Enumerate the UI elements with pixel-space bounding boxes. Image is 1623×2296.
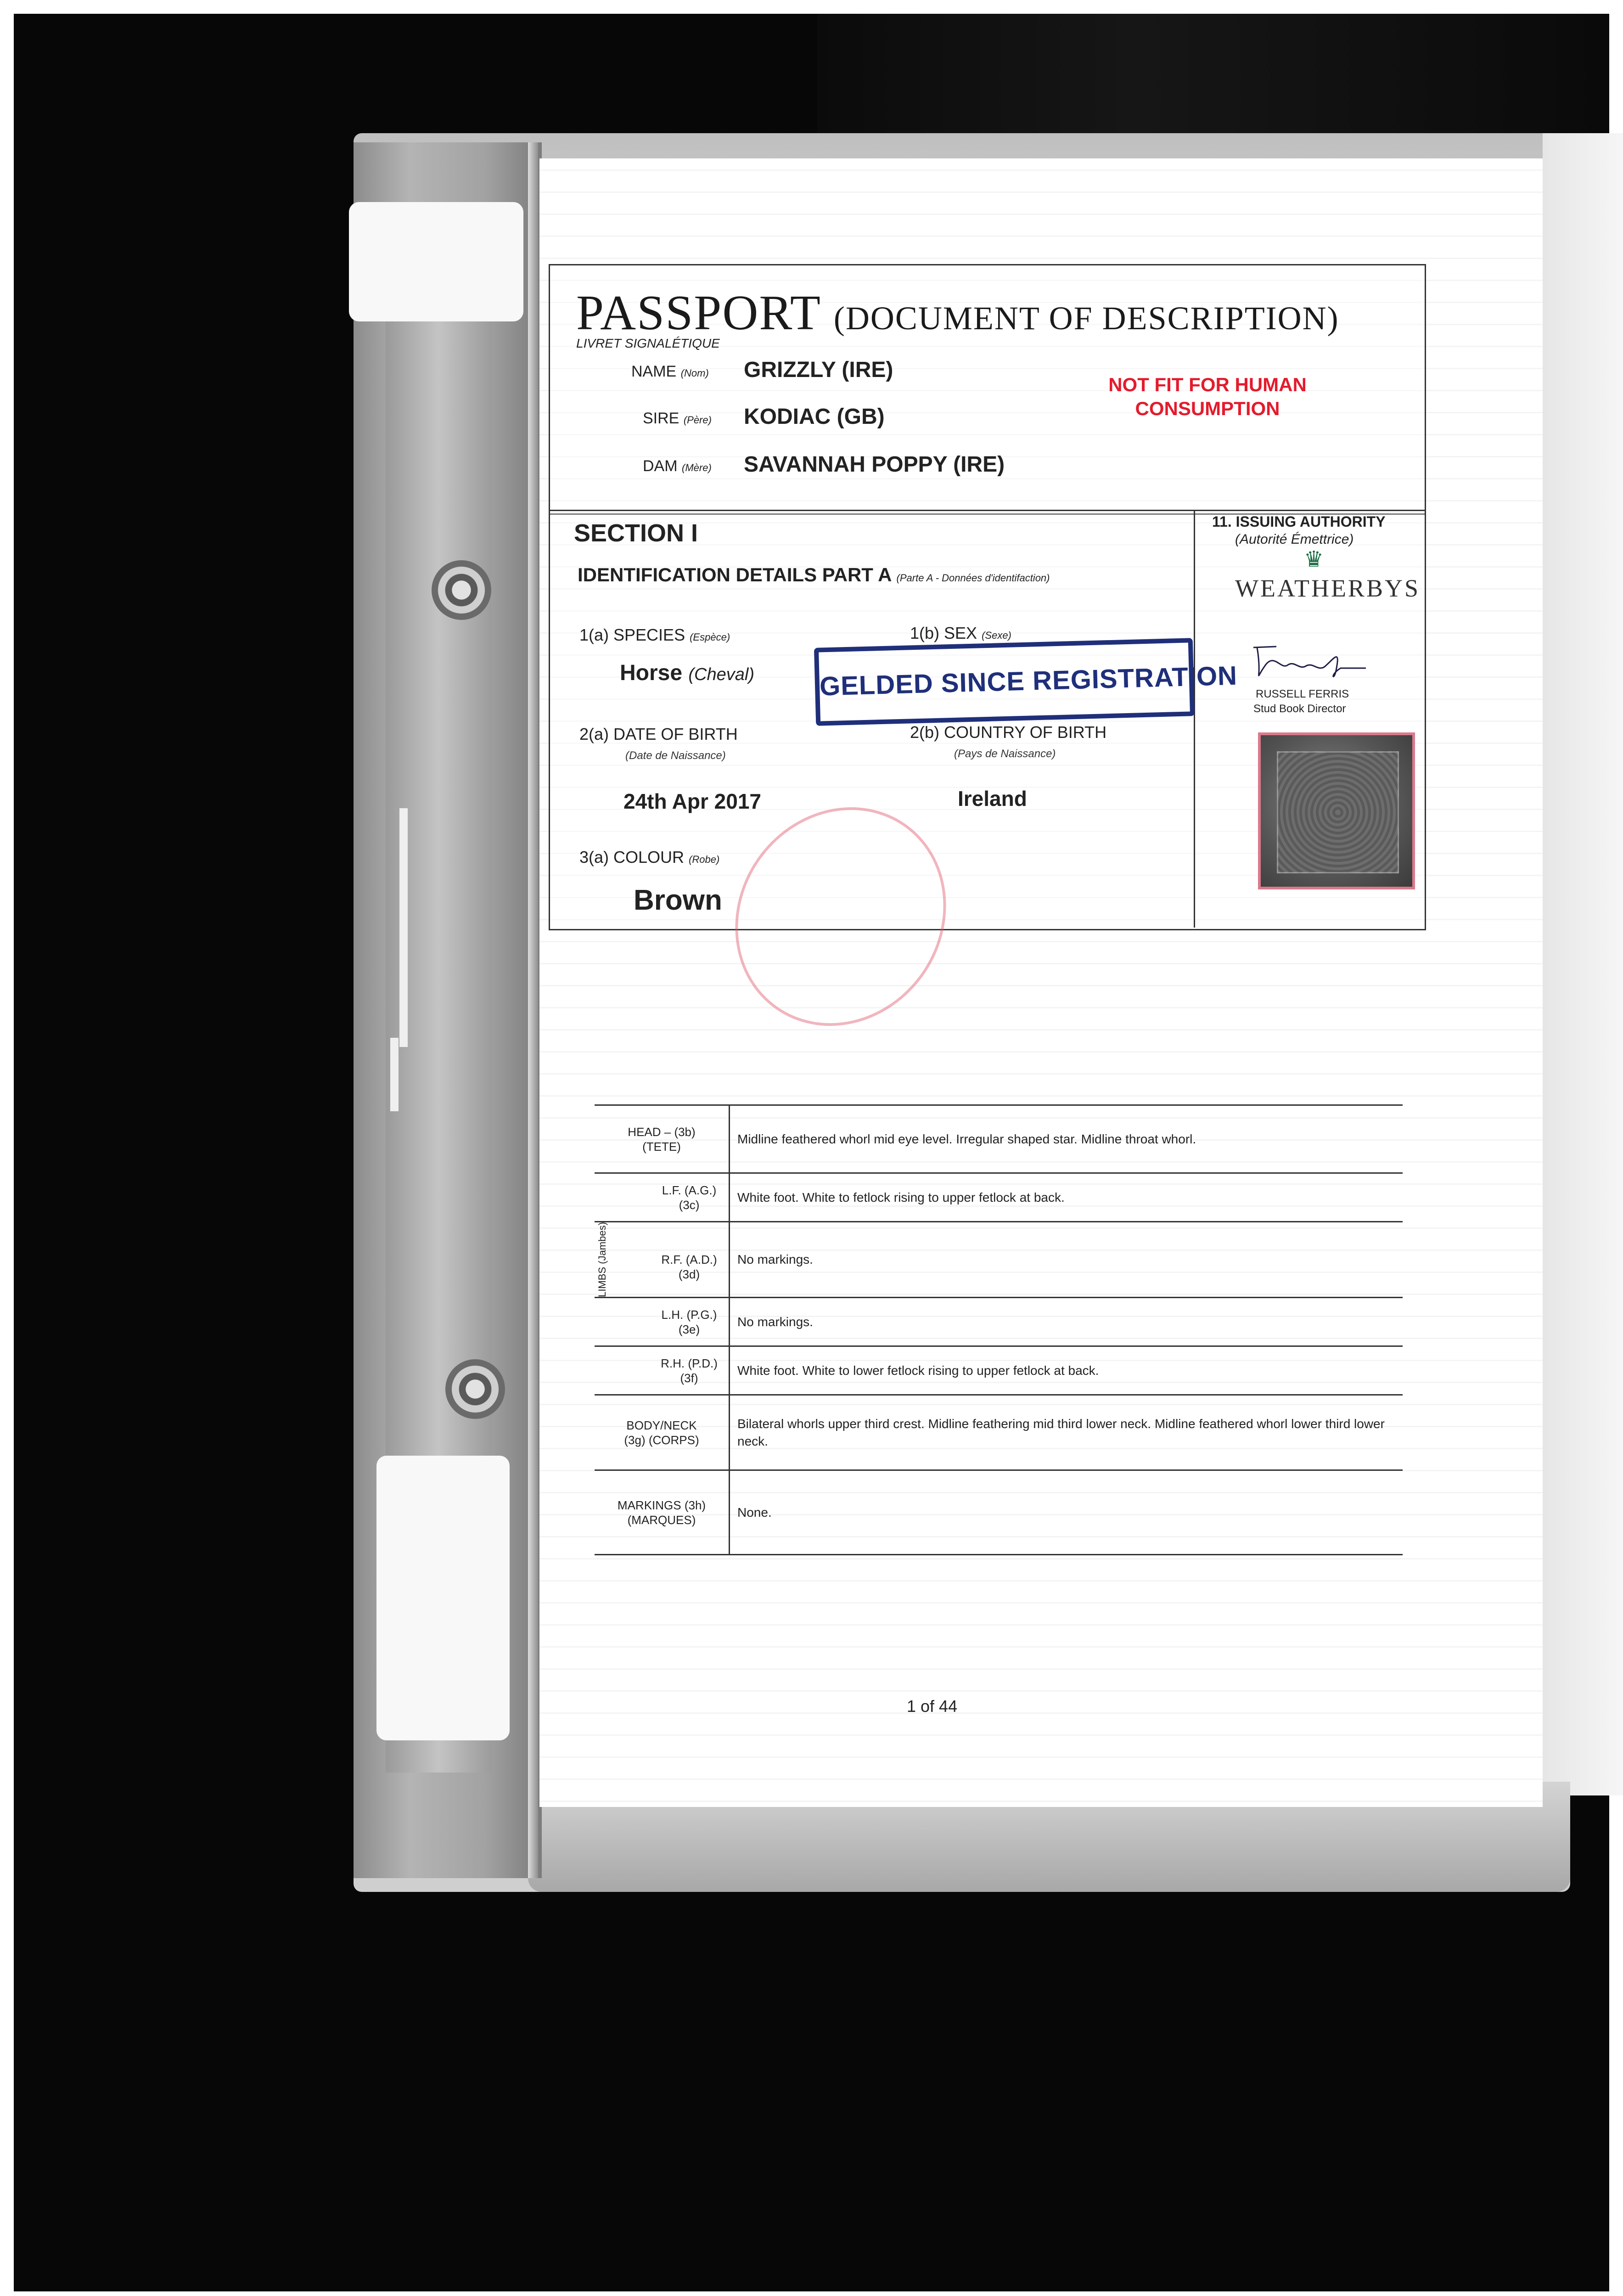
sleeve-right-edge bbox=[1543, 133, 1623, 1795]
crown-icon: ♛ bbox=[1304, 547, 1324, 572]
weatherbys-logo: WEATHERBYS bbox=[1235, 574, 1420, 602]
name-label-fr: (Nom) bbox=[680, 367, 709, 379]
table-row bbox=[595, 1470, 1403, 1555]
section-subtitle-fr: (Parte A - Données d'identifaction) bbox=[896, 572, 1050, 584]
dam-label-text: DAM bbox=[643, 457, 678, 475]
colour-label bbox=[579, 848, 719, 867]
marking-label bbox=[595, 1298, 730, 1346]
name-label bbox=[631, 363, 709, 381]
binder-eyelet-bottom bbox=[445, 1359, 505, 1419]
marking-label bbox=[595, 1222, 730, 1298]
marking-text: None. bbox=[730, 1470, 1403, 1555]
country-value: Ireland bbox=[958, 787, 1027, 810]
dam-value: SAVANNAH POPPY (IRE) bbox=[744, 452, 1005, 477]
species-label-fr: (Espèce) bbox=[690, 631, 730, 643]
table-row bbox=[595, 1298, 1403, 1346]
section-title: SECTION I bbox=[574, 519, 698, 547]
country-label-fr: (Pays de Naissance) bbox=[954, 748, 1056, 760]
dob-value: 24th Apr 2017 bbox=[623, 789, 761, 813]
table-row bbox=[595, 1395, 1403, 1470]
dob-label-fr: (Date de Naissance) bbox=[625, 749, 726, 762]
sire-label-text: SIRE bbox=[643, 410, 680, 427]
marking-label bbox=[595, 1346, 730, 1395]
binder-eyelet-top bbox=[432, 560, 491, 620]
name-value: GRIZZLY (IRE) bbox=[744, 358, 893, 382]
spine-scratch bbox=[399, 808, 408, 1047]
section-subtitle bbox=[578, 564, 1050, 586]
sex-label-fr: (Sexe) bbox=[982, 630, 1011, 641]
dob-label: 2(a) DATE OF BIRTH bbox=[579, 725, 738, 743]
spine-scratch-lower bbox=[390, 1038, 399, 1111]
section-subtitle-text: IDENTIFICATION DETAILS PART A bbox=[578, 564, 891, 585]
scan-shadow bbox=[817, 14, 1609, 133]
table-row bbox=[595, 1105, 1403, 1173]
sire-label-fr: (Père) bbox=[683, 414, 712, 426]
table-row bbox=[595, 1346, 1403, 1395]
table-row bbox=[595, 1222, 1403, 1298]
signature-image bbox=[1249, 638, 1368, 689]
title-main: PASSPORT bbox=[576, 286, 820, 340]
sex-label bbox=[910, 624, 1011, 643]
marking-text: Bilateral whorls upper third crest. Midline feathering mid third lower neck. Midline feathered whorl lower third lower neck. bbox=[730, 1395, 1403, 1470]
signatory-role: Stud Book Director bbox=[1253, 703, 1346, 715]
section-divider bbox=[1194, 510, 1195, 928]
limb-code: R.H. (P.D.) (3f) bbox=[661, 1356, 718, 1385]
species-value-text: Horse bbox=[620, 661, 683, 685]
sire-value: KODIAC (GB) bbox=[744, 405, 885, 429]
marking-text: White foot. White to lower fetlock rising to upper fetlock at back. bbox=[730, 1346, 1403, 1395]
livret-label: LIVRET SIGNALÉTIQUE bbox=[576, 336, 720, 350]
page-number: 1 of 44 bbox=[907, 1697, 958, 1716]
species-label-text: 1(a) SPECIES bbox=[579, 625, 685, 644]
binder-spine-edge bbox=[528, 142, 538, 1878]
issuing-authority-subtitle: (Autorité Émettrice) bbox=[1235, 532, 1354, 547]
limb-code: L.F. (A.G.) (3c) bbox=[662, 1183, 717, 1212]
limbs-label: LIMBS (Jambes) bbox=[596, 1222, 608, 1297]
sire-label bbox=[643, 410, 712, 428]
table-row bbox=[595, 1173, 1403, 1222]
signatory-name: RUSSELL FERRIS bbox=[1256, 688, 1349, 700]
colour-label-fr: (Robe) bbox=[689, 854, 720, 865]
gelded-stamp: GELDED SINCE REGISTRATION bbox=[814, 638, 1195, 726]
binder-tab-top bbox=[349, 202, 523, 321]
species-value bbox=[620, 660, 754, 686]
marking-text: White foot. White to fetlock rising to upper fetlock at back. bbox=[730, 1173, 1403, 1222]
passport-title bbox=[576, 285, 1339, 342]
name-label-text: NAME bbox=[631, 363, 677, 380]
marking-label bbox=[595, 1173, 730, 1222]
binder-tab-bottom bbox=[376, 1456, 510, 1740]
markings-table bbox=[595, 1104, 1403, 1555]
colour-value: Brown bbox=[634, 884, 722, 916]
title-subtitle: (DOCUMENT OF DESCRIPTION) bbox=[833, 300, 1339, 337]
limb-code: R.F. (A.D.) (3d) bbox=[661, 1253, 717, 1281]
marking-text: Midline feathered whorl mid eye level. Irregular shaped star. Midline throat whorl. bbox=[730, 1105, 1403, 1173]
not-fit-warning: NOT FIT FOR HUMAN CONSUMPTION bbox=[1108, 374, 1307, 419]
colour-label-text: 3(a) COLOUR bbox=[579, 848, 685, 867]
limb-code: L.H. (P.G.) (3e) bbox=[661, 1307, 717, 1336]
marking-text: No markings. bbox=[730, 1298, 1403, 1346]
marking-text: No markings. bbox=[730, 1222, 1403, 1298]
species-label bbox=[579, 625, 730, 645]
dam-label-fr: (Mère) bbox=[682, 462, 712, 473]
marking-label: MARKINGS (3h) (MARQUES) bbox=[595, 1470, 730, 1555]
species-value-fr: (Cheval) bbox=[688, 665, 755, 684]
marking-label: HEAD – (3b) (TETE) bbox=[595, 1105, 730, 1173]
dam-label bbox=[643, 457, 712, 475]
country-label: 2(b) COUNTRY OF BIRTH bbox=[910, 723, 1107, 742]
issuing-authority-title: 11. ISSUING AUTHORITY bbox=[1212, 513, 1386, 530]
hologram-pattern bbox=[1277, 751, 1399, 873]
marking-label: BODY/NECK (3g) (CORPS) bbox=[595, 1395, 730, 1470]
hologram-seal bbox=[1258, 732, 1415, 889]
sex-label-text: 1(b) SEX bbox=[910, 624, 977, 642]
